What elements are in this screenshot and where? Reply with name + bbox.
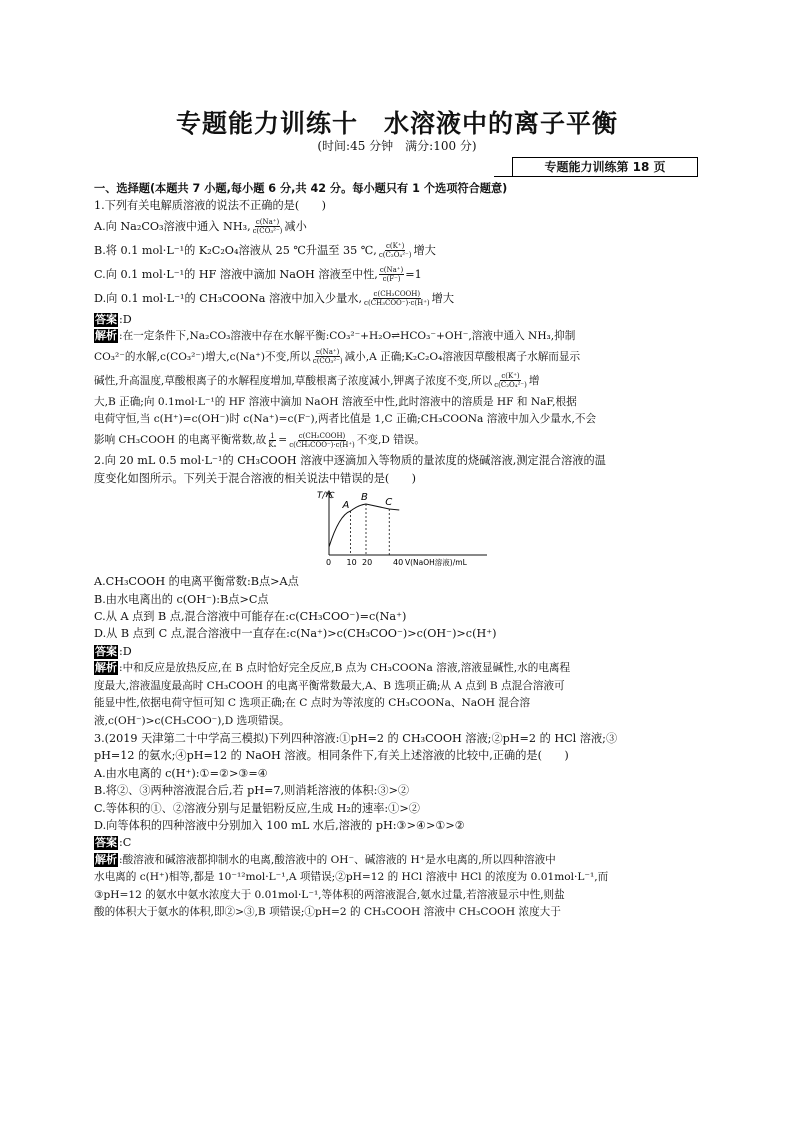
exp-line bbox=[94, 428, 700, 452]
page-tag-box: 专题能力训练第 18 页 bbox=[512, 157, 698, 177]
q2-option-d: D.从 B 点到 C 点,混合溶液中一直存在:c(Na⁺)>c(CH₃COO⁻)>c(OH⁻)>c(H⁺) bbox=[94, 627, 497, 641]
frac-num: c(CH₃COOH) bbox=[298, 431, 346, 440]
frac-den: Kₐ bbox=[268, 440, 277, 449]
frac-num: c(Na⁺) bbox=[315, 348, 340, 357]
q1-a-fraction bbox=[252, 218, 284, 235]
q1-option-b bbox=[94, 239, 700, 263]
frac-den: c(CO₃²⁻) bbox=[252, 227, 283, 236]
chart-layer bbox=[317, 491, 487, 567]
q1-b-fraction bbox=[378, 242, 413, 259]
frac-den: c(C₂O₄²⁻) bbox=[378, 251, 412, 260]
frac-num: c(K⁺) bbox=[386, 242, 405, 251]
q2-option-a: A.CH₃COOH 的电离平衡常数:B点>A点 bbox=[94, 575, 299, 589]
x-tick-label: 0 bbox=[326, 558, 332, 568]
q2-stem-1: 2.向 20 mL 0.5 mol·L⁻¹的 CH₃COOH 溶液中逐滴加入等物质的量浓度的烧碱溶液,测定混合溶液的温 bbox=[94, 454, 606, 468]
exp-text: 影响 CH₃COOH 的电离平衡常数,故 bbox=[94, 434, 267, 447]
q1-d-text: D.向 0.1 mol·L⁻¹的 CH₃COONa 溶液中加入少量水, bbox=[94, 291, 363, 305]
x-tick-label: 20 bbox=[362, 558, 373, 568]
frac-num: c(Na⁺) bbox=[255, 218, 280, 227]
temperature-curve bbox=[329, 504, 399, 547]
q3-explanation bbox=[94, 852, 700, 922]
exp-line: 度最大,溶液温度最高时 CH₃COOH 的电离平衡常数最大,A、B 选项正确;从 A 点到 B 点混合溶液可 bbox=[94, 679, 565, 692]
exp-line bbox=[94, 368, 700, 394]
exp-fraction bbox=[288, 432, 356, 449]
q1-c-fraction bbox=[379, 266, 404, 283]
exp-text: 增 bbox=[528, 374, 540, 387]
point-label-a: A bbox=[342, 500, 350, 512]
q3-option-c: C.等体积的①、②溶液分别与足量铝粉反应,生成 H₂的速率:①>② bbox=[94, 801, 420, 815]
exp-text: = bbox=[278, 434, 288, 447]
q1-a-post: 减小 bbox=[284, 219, 307, 233]
frac-num: c(K⁺) bbox=[501, 372, 520, 381]
exp-fraction bbox=[267, 432, 277, 449]
explain-badge: 解析 bbox=[95, 329, 117, 343]
exp-line bbox=[94, 346, 700, 368]
q3-stem-2: pH=12 的氨水;④pH=12 的 NaOH 溶液。相同条件下,有关上述溶液的比较中,正确的是( ) bbox=[94, 749, 569, 763]
q2-explanation bbox=[94, 660, 700, 730]
q1-stem: 1.下列有关电解质溶液的说法不正确的是( ) bbox=[94, 199, 326, 213]
exp-line: 能显中性,依据电荷守恒可知 C 选项正确;在 C 点时为等浓度的 CH₃COONa、NaOH 混合溶 bbox=[94, 697, 531, 710]
section-heading: 一、选择题(本题共 7 小题,每小题 6 分,共 42 分。每小题只有 1 个选项符合题意) bbox=[94, 182, 508, 195]
point-label-b: B bbox=[361, 492, 368, 504]
exp-text: 在一定条件下,Na₂CO₃溶液中存在水解平衡:CO₃²⁻+H₂O⇌HCO₃⁻+OH⁻,溶液中通入 NH₃,抑制 bbox=[122, 330, 576, 343]
exp-line: 水电离的 c(H⁺)相等,都是 10⁻¹²mol·L⁻¹,A 项错误;②pH=12 的 HCl 溶液中 HCl 的浓度为 0.01mol·L⁻¹,而 bbox=[94, 871, 609, 884]
answer-badge: 答案 bbox=[95, 644, 117, 658]
point-label-c: C bbox=[385, 497, 393, 509]
q1-d-fraction bbox=[363, 290, 431, 307]
explain-badge: 解析 bbox=[95, 852, 117, 866]
q1-explanation bbox=[94, 328, 700, 452]
exam-time-score: (时间:45 分钟 满分:100 分) bbox=[317, 139, 477, 153]
content bbox=[94, 180, 700, 921]
frac-den: c(C₂O₄²⁻) bbox=[494, 381, 527, 390]
q3-answer-value: C bbox=[122, 836, 132, 850]
page-title: 专题能力训练十 水溶液中的离子平衡 bbox=[175, 109, 618, 138]
frac-den: c(F⁻) bbox=[382, 275, 401, 284]
frac-num: c(Na⁺) bbox=[379, 266, 404, 275]
q2-answer: 答案 :D bbox=[95, 644, 132, 658]
answer-badge: 答案 bbox=[95, 312, 117, 326]
temperature-chart bbox=[309, 489, 489, 571]
frac-num: 1 bbox=[270, 431, 275, 440]
q1-d-post: 增大 bbox=[431, 291, 455, 305]
exp-line: ③pH=12 的氨水中氨水浓度大于 0.01mol·L⁻¹,等体积的两溶液混合,氨水过量,若溶液显示中性,则盐 bbox=[94, 888, 565, 901]
exp-text: 中和反应是放热反应,在 B 点时恰好完全反应,B 点为 CH₃COONa 溶液,溶液显碱性,水的电离程 bbox=[122, 662, 571, 675]
exp-fraction bbox=[493, 372, 528, 389]
exp-fraction bbox=[312, 348, 344, 365]
q1-option-d bbox=[94, 287, 700, 311]
exp-line: 液,c(OH⁻)>c(CH₃COO⁻),D 选项错误。 bbox=[94, 714, 290, 727]
exp-text: 减小,A 正确;K₂C₂O₄溶液因草酸根离子水解而显示 bbox=[344, 350, 581, 363]
answer-badge: 答案 bbox=[95, 836, 117, 850]
frac-den: c(CO₃²⁻) bbox=[312, 357, 343, 366]
q2-option-c: C.从 A 点到 B 点,混合溶液中可能存在:c(CH₃COO⁻)=c(Na⁺) bbox=[94, 610, 407, 624]
q2-option-b: B.由水电离出的 c(OH⁻):B点>C点 bbox=[94, 592, 269, 606]
exp-line: 解析 :中和反应是放热反应,在 B 点时恰好完全反应,B 点为 CH₃COONa 溶液,溶液显碱性,水的电离程 bbox=[95, 661, 571, 675]
q1-answer: 答案 :D bbox=[95, 312, 132, 326]
q3-answer: 答案 :C bbox=[95, 836, 132, 850]
q3-option-a: A.由水电离的 c(H⁺):①=②>③=④ bbox=[94, 766, 268, 780]
y-axis-label: T/℃ bbox=[317, 491, 335, 502]
exp-line: 大,B 正确;向 0.1mol·L⁻¹的 HF 溶液中滴加 NaOH 溶液至中性,此时溶液中的溶质是 HF 和 NaF,根据 bbox=[94, 395, 577, 408]
exp-text: CO₃²⁻的水解,c(CO₃²⁻)增大,c(Na⁺)不变,所以 bbox=[94, 350, 311, 363]
q1-option-c bbox=[94, 263, 700, 287]
exp-line: 酸的体积大于氨水的体积,即②>③,B 项错误;①pH=2 的 CH₃COOH 溶液中 CH₃COOH 浓度大于 bbox=[94, 905, 561, 918]
explain-badge: 解析 bbox=[95, 661, 117, 675]
q3-stem-1: 3.(2019 天津第二十中学高三模拟)下列四种溶液:①pH=2 的 CH₃COOH 溶液;②pH=2 的 HCl 溶液;③ bbox=[94, 731, 618, 745]
exp-text: 不变,D 错误。 bbox=[356, 434, 425, 447]
q1-c-post: =1 bbox=[405, 267, 422, 281]
x-axis-label: V(NaOH溶液)/mL bbox=[405, 558, 467, 568]
q1-b-text: B.将 0.1 mol·L⁻¹的 K₂C₂O₄溶液从 25 ℃升温至 35 ℃, bbox=[94, 243, 377, 257]
exp-line: 电荷守恒,当 c(H⁺)=c(OH⁻)时 c(Na⁺)=c(F⁻),两者比值是 1,C 正确;CH₃COONa 溶液中加入少量水,不会 bbox=[94, 413, 597, 426]
q1-b-post: 增大 bbox=[413, 243, 436, 257]
q2-stem-2: 度变化如图所示。下列关于混合溶液的相关说法中错误的是( ) bbox=[94, 471, 416, 485]
q3-option-d: D.向等体积的四种溶液中分别加入 100 mL 水后,溶液的 pH:③>④>①>② bbox=[94, 818, 465, 832]
q1-a-text: A.向 Na₂CO₃溶液中通入 NH₃, bbox=[94, 219, 251, 233]
exp-text: 碱性,升高温度,草酸根离子的水解程度增加,草酸根离子浓度减小,钾离子浓度不变,所以 bbox=[94, 374, 493, 387]
q2-answer-value: D bbox=[122, 644, 132, 658]
frac-den: c(CH₃COO⁻)·c(H⁺) bbox=[289, 440, 355, 449]
q1-option-a bbox=[94, 215, 700, 239]
exp-text: 酸溶液和碱溶液都抑制水的电离,酸溶液中的 OH⁻、碱溶液的 H⁺是水电离的,所以四种溶液中 bbox=[122, 853, 556, 866]
q1-c-text: C.向 0.1 mol·L⁻¹的 HF 溶液中滴加 NaOH 溶液至中性, bbox=[94, 267, 378, 281]
exp-line: 解析 :在一定条件下,Na₂CO₃溶液中存在水解平衡:CO₃²⁻+H₂O⇌HCO₃⁻+OH⁻,溶液中通入 NH₃,抑制 bbox=[95, 329, 576, 343]
tag-rule bbox=[494, 176, 512, 177]
x-tick-label: 10 bbox=[346, 558, 357, 568]
x-tick-label: 40 bbox=[393, 558, 404, 568]
frac-den: c(CH₃COO⁻)·c(H⁺) bbox=[364, 299, 430, 308]
q3-option-b: B.将②、③两种溶液混合后,若 pH=7,则消耗溶液的体积:③>② bbox=[94, 784, 410, 798]
frac-num: c(CH₃COOH) bbox=[373, 290, 421, 299]
q1-answer-value: D bbox=[122, 312, 132, 326]
exp-line: 解析 :酸溶液和碱溶液都抑制水的电离,酸溶液中的 OH⁻、碱溶液的 H⁺是水电离的,所以四种溶液中 bbox=[95, 852, 556, 866]
